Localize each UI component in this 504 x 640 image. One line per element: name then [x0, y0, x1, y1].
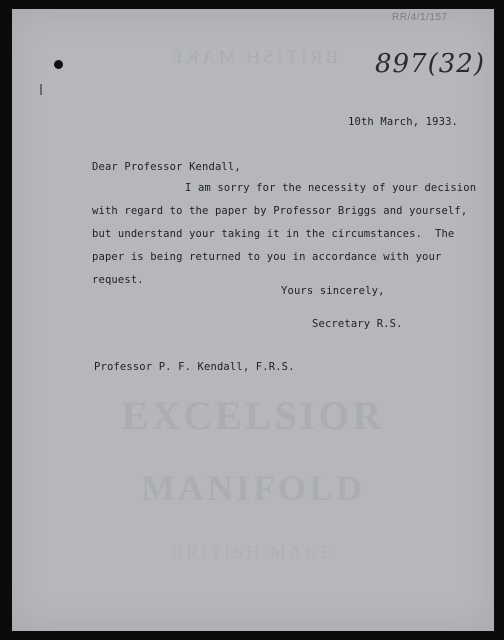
handwritten-folio-number: 897(32)	[375, 49, 485, 79]
letter-salutation: Dear Professor Kendall,	[92, 161, 241, 173]
letter-closing: Yours sincerely,	[281, 285, 385, 297]
letter-body-line: request.	[92, 274, 144, 286]
letter-page	[12, 9, 494, 631]
margin-mark	[40, 84, 42, 95]
watermark-top: BRITISH MAKE	[167, 47, 339, 68]
letter-body-line: with regard to the paper by Professor Briggs and yourself,	[92, 205, 468, 217]
letter-date: 10th March, 1933.	[348, 116, 459, 128]
letter-body-line: I am sorry for the necessity of your decision	[185, 182, 477, 194]
watermark-brand-excelsior: EXCELSIOR	[121, 393, 385, 438]
letter-signature: Secretary R.S.	[312, 318, 403, 330]
archive-reference: RR/4/1/157	[392, 12, 448, 23]
letter-addressee: Professor P. F. Kendall, F.R.S.	[94, 361, 295, 373]
letter-body-line: paper is being returned to you in accordance with your	[92, 251, 442, 263]
letter-body-line: but understand your taking it in the circumstances. The	[92, 228, 455, 240]
punch-hole	[54, 60, 63, 69]
watermark-brand-manifold: MANIFOLD	[141, 468, 365, 508]
watermark-bottom: BRITISH MAKE	[171, 542, 335, 562]
